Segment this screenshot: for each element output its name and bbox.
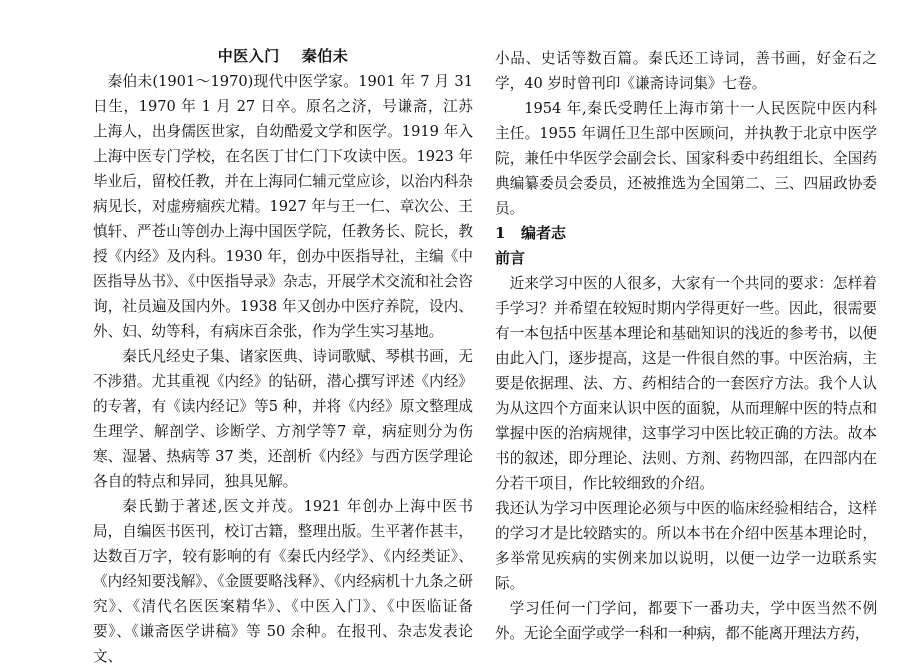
document-title [93,44,473,69]
biography-paragraph: 秦伯未(1901～1970)现代中医学家。1901 年 7 月 31 日生，1970 年 1 月 27 日卒。原名之济，号谦斋，江苏上海人，出身儒医世家，自幼酷爱文学和医学。1919 年入上海中医专门学校，在名医丁甘仁门下攻读中医。1923 年毕业后，留校任教，并在上海同仁辅元堂应诊，以治内科杂病见长，对虚痨痼疾尤精。1927 年与王一仁、章次公、王慎轩、严苍山等创办上海中国医学院，任教务长、院长，教授《内经》及内科。1930 年，创办中医指导社，主编《中医指导丛书》、《中医指导录》杂志，开展学术交流和社会咨询，社员遍及国内外。1938 年又创办中医疗养院，设内、外、妇、幼等科，有病床百余张，作为学生实习基地。 [93,73,473,340]
writings-paragraph: 秦氏勤于著述,医文并茂。1921 年创办上海中医书局，自编医书医刊，校订古籍，整理出版。生平著作甚丰，达数百万字，较有影响的有《秦氏内经学》、《内经类证》、《内经知要浅解》、《金匮要略浅释》、《内经病机十九条之研究》、《清代名医医案精华》、《中医入门》、《中医临证备要》、《谦斋医学讲稿》等 50 余种。在报刊、杂志发表论文、 [93,498,473,665]
scholarship-paragraph: 秦氏凡经史子集、诸家医典、诗词歌赋、琴棋书画，无不涉猎。尤其重视《内经》的钻研，潜心撰写评述《内经》的专著，有《读内经记》等5 种，并将《内经》原文整理成生理学、解剖学、诊断学、方剂学等7 章，病症则分为伤寒、湿暑、热病等 37 类，还剖析《内经》与西方医学理论各自的特点和异同，独具见解。 [93,348,473,490]
title-author: 秦伯未 [301,47,349,65]
continuation-paragraph: 小品、史话等数百篇。秦氏还工诗词，善书画，好金石之学，40 岁时曾刊印《谦斋诗词集》七卷。 [495,50,877,92]
section-heading [495,221,877,246]
preface-paragraph-3: 学习任何一门学问，都要下一番功夫，学中医当然不例外。无论全面学或学一科和一种病，都不能离开理法方药， [495,600,877,642]
title-main: 中医入门 [217,47,280,65]
preface-heading: 前言 [495,249,526,267]
preface-paragraph-2: 我还认为学习中医理论必须与中医的临床经验相结合，这样的学习才是比较踏实的。所以本书在介绍中医基本理论时，多举常见疾病的实例来加以说明，以便一边学一边联系实际。 [495,500,877,592]
section-title: 编者志 [521,224,567,242]
career-paragraph: 1954 年,秦氏受聘任上海市第十一人民医院中医内科主任。1955 年调任卫生部中医顾问，并执教于北京中医学院，兼任中华医学会副会长、国家科委中药组组长、全国药典编纂委员会委员，还被推选为全国第二、三、四届政协委员。 [495,100,877,217]
preface-paragraph-1: 近来学习中医的人很多，大家有一个共同的要求：怎样着手学习？并希望在较短时期内学得更好一些。因此，很需要有一本包括中医基本理论和基础知识的浅近的参考书，以便由此入门，逐步提高，这是一件很自然的事。中医治病，主要是依据理、法、方、药相结合的一套医疗方法。我个人认为从这四个方面来认识中医的面貌，从而理解中医的特点和掌握中医的治病规律，这事学习中医比较正确的方法。故本书的叙述，即分理论、法则、方剂、药物四部，在四部内在分若干项目，作比较细致的介绍。 [495,275,877,492]
section-number: 1 [495,224,506,242]
right-column [495,46,877,646]
left-column [93,44,473,669]
